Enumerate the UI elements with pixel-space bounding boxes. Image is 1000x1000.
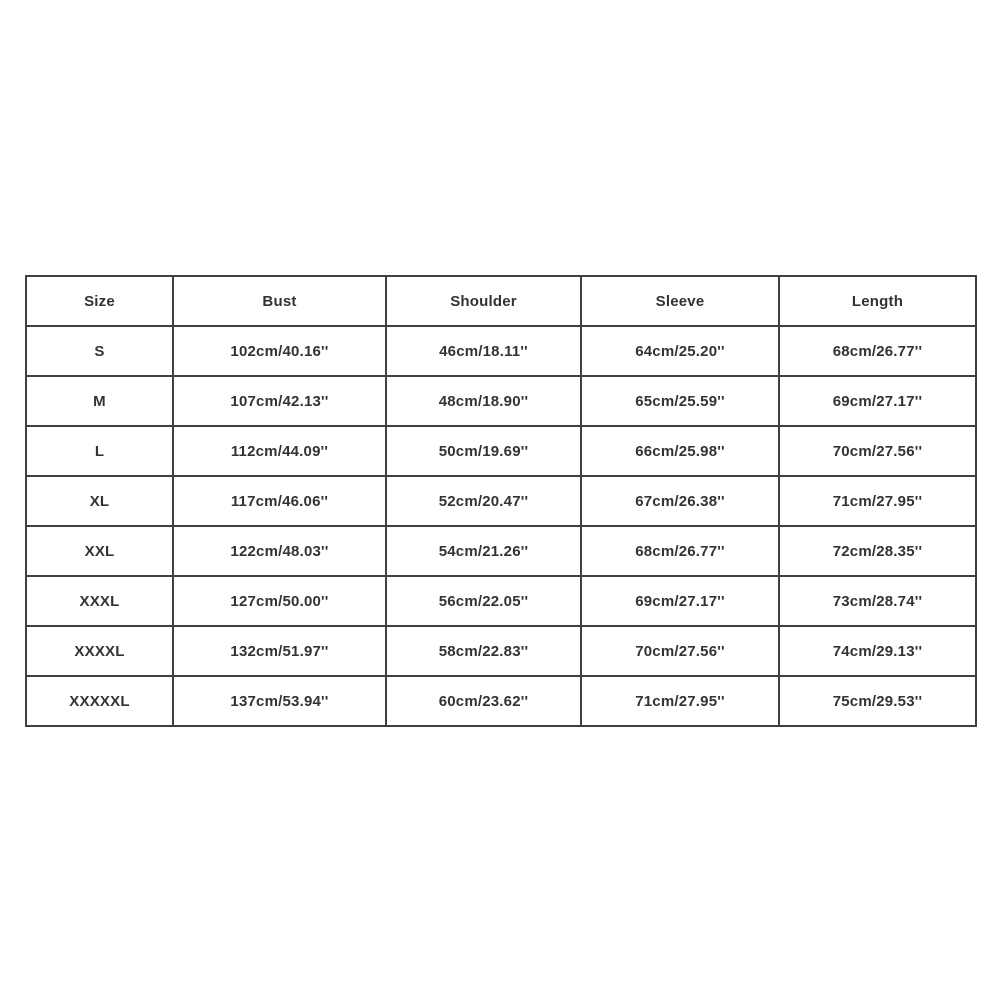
- sleeve-cell: 71cm/27.95'': [581, 676, 779, 726]
- col-header-sleeve: Sleeve: [581, 276, 779, 326]
- size-cell: M: [26, 376, 173, 426]
- table-row: [26, 376, 976, 426]
- length-cell: 72cm/28.35'': [779, 526, 976, 576]
- size-chart-table: [25, 275, 977, 727]
- length-cell: 74cm/29.13'': [779, 626, 976, 676]
- bust-cell: 127cm/50.00'': [173, 576, 386, 626]
- col-header-bust: Bust: [173, 276, 386, 326]
- sleeve-cell: 68cm/26.77'': [581, 526, 779, 576]
- shoulder-cell: 54cm/21.26'': [386, 526, 581, 576]
- table-row: [26, 326, 976, 376]
- header-row: [26, 276, 976, 326]
- table-row: [26, 426, 976, 476]
- table-row: [26, 526, 976, 576]
- sleeve-cell: 70cm/27.56'': [581, 626, 779, 676]
- length-cell: 73cm/28.74'': [779, 576, 976, 626]
- table-row: [26, 626, 976, 676]
- size-cell: XL: [26, 476, 173, 526]
- table-row: [26, 476, 976, 526]
- sleeve-cell: 66cm/25.98'': [581, 426, 779, 476]
- sleeve-cell: 65cm/25.59'': [581, 376, 779, 426]
- length-cell: 68cm/26.77'': [779, 326, 976, 376]
- bust-cell: 137cm/53.94'': [173, 676, 386, 726]
- size-cell: XXXXXL: [26, 676, 173, 726]
- size-cell: XXXL: [26, 576, 173, 626]
- table-row: [26, 676, 976, 726]
- shoulder-cell: 48cm/18.90'': [386, 376, 581, 426]
- shoulder-cell: 50cm/19.69'': [386, 426, 581, 476]
- sleeve-cell: 67cm/26.38'': [581, 476, 779, 526]
- size-cell: XXL: [26, 526, 173, 576]
- size-cell: S: [26, 326, 173, 376]
- length-cell: 69cm/27.17'': [779, 376, 976, 426]
- col-header-size: Size: [26, 276, 173, 326]
- bust-cell: 117cm/46.06'': [173, 476, 386, 526]
- size-cell: L: [26, 426, 173, 476]
- length-cell: 75cm/29.53'': [779, 676, 976, 726]
- bust-cell: 112cm/44.09'': [173, 426, 386, 476]
- sleeve-cell: 69cm/27.17'': [581, 576, 779, 626]
- bust-cell: 132cm/51.97'': [173, 626, 386, 676]
- shoulder-cell: 60cm/23.62'': [386, 676, 581, 726]
- shoulder-cell: 52cm/20.47'': [386, 476, 581, 526]
- shoulder-cell: 56cm/22.05'': [386, 576, 581, 626]
- length-cell: 71cm/27.95'': [779, 476, 976, 526]
- col-header-shoulder: Shoulder: [386, 276, 581, 326]
- table-row: [26, 576, 976, 626]
- shoulder-cell: 58cm/22.83'': [386, 626, 581, 676]
- bust-cell: 102cm/40.16'': [173, 326, 386, 376]
- length-cell: 70cm/27.56'': [779, 426, 976, 476]
- col-header-length: Length: [779, 276, 976, 326]
- bust-cell: 122cm/48.03'': [173, 526, 386, 576]
- size-cell: XXXXL: [26, 626, 173, 676]
- sleeve-cell: 64cm/25.20'': [581, 326, 779, 376]
- bust-cell: 107cm/42.13'': [173, 376, 386, 426]
- shoulder-cell: 46cm/18.11'': [386, 326, 581, 376]
